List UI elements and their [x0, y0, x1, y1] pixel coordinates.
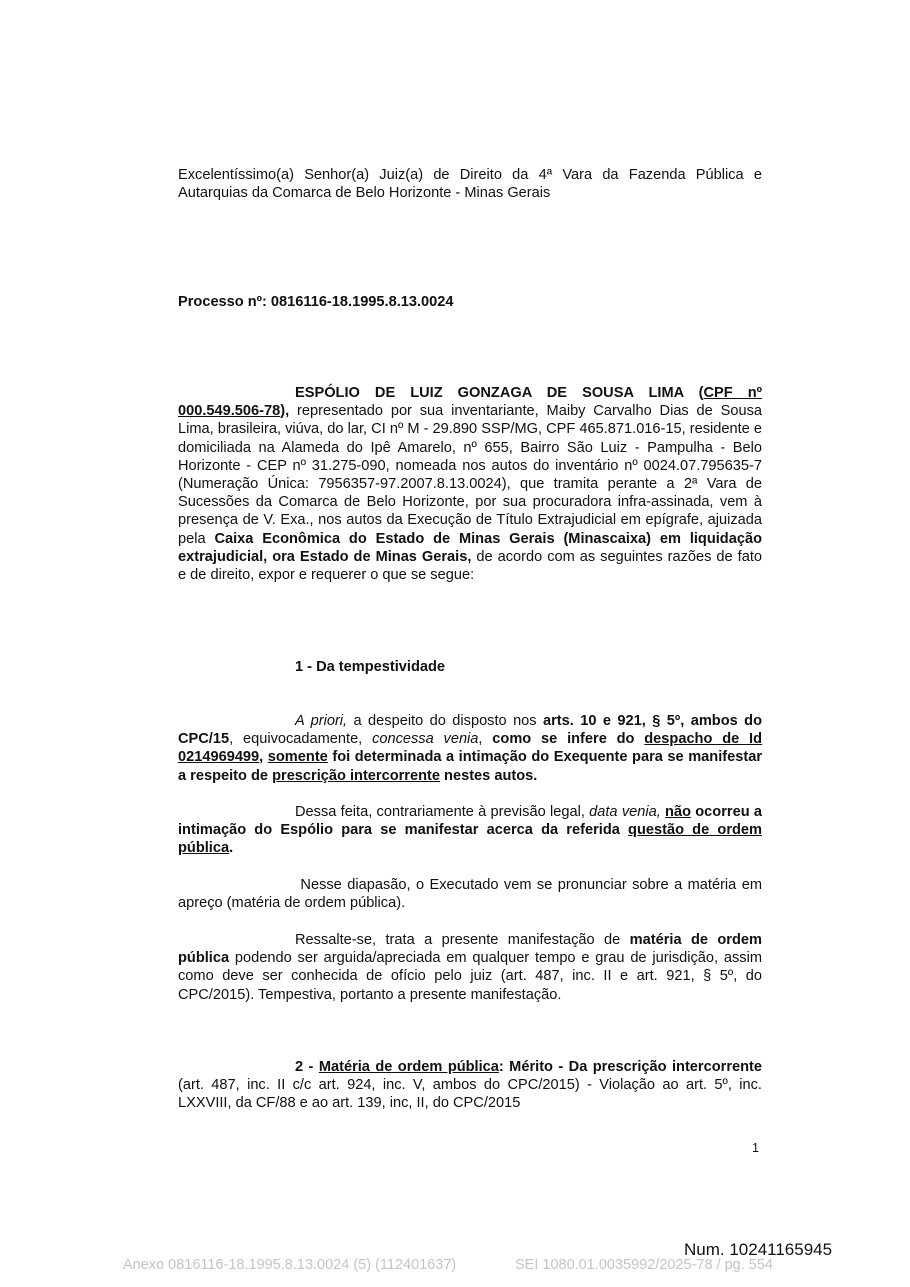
addressee: Excelentíssimo(a) Senhor(a) Juiz(a) de Direito da 4ª Vara da Fazenda Pública e Autarquias da Comarca de Belo Horizonte - Minas Gerais	[178, 167, 762, 202]
page-number: 1	[752, 1141, 759, 1155]
section-1-paragraph-3: Nesse diapasão, o Executado vem se pronunciar sobre a matéria em apreço (matéria de ordem pública).	[178, 877, 762, 912]
intro-paragraph: ESPÓLIO DE LUIZ GONZAGA DE SOUSA LIMA (CPF nº 000.549.506-78), representado por sua inventariante, Maiby Carvalho Dias de Sousa Lima, brasileira, viúva, do lar, CI nº M - 29.890 SSP/MG, CPF 465.871.016-15, residente e domiciliada na Alameda do Ipê Amarelo, nº 655, Bairro São Luiz - Pampulha - Belo Horizonte - CEP nº 31.275-090, nomeada nos autos do inventário nº 0024.07.795635-7 (Numeração Única: 7956357-97.2007.8.13.0024), que tramita perante a 2ª Vara de Sucessões da Comarca de Belo Horizonte, por sua procuradora infra-assinada, vem à presença de V. Exa., nos autos da Execução de Título Extrajudicial em epígrafe, ajuizada pela Caixa Econômica do Estado de Minas Gerais (Minascaixa) em liquidação extrajudicial, ora Estado de Minas Gerais, de acordo com as seguintes razões de fato e de direito, expor e requerer o que se segue:	[178, 385, 762, 584]
section-1-title: 1 - Da tempestividade	[295, 659, 446, 675]
footer-sei: SEI 1080.01.0035992/2025-78 / pg. 554	[515, 1257, 773, 1273]
section-1-paragraph-4: Ressalte-se, trata a presente manifestação de matéria de ordem pública podendo ser arguida/apreciada em qualquer tempo e grau de jurisdição, assim como deve ser conhecida de ofício pelo juiz (art. 487, inc. II e art. 921, § 5º, do CPC/2015). Tempestiva, portanto a presente manifestação.	[178, 932, 762, 1003]
footer-annex: Anexo 0816116-18.1995.8.13.0024 (5) (112401637)	[123, 1257, 457, 1273]
bank-name: Caixa Econômica do Estado de Minas Gerais (Minascaixa) em liquidação extrajudicial, ora Estado de Minas Gerais,	[178, 530, 762, 565]
section-1-paragraph-1: A priori, a despeito do disposto nos arts. 10 e 921, § 5º, ambos do CPC/15, equivocadamente, concessa venia, como se infere do despacho de Id 0214969499, somente foi determinada a intimação do Exequente para se manifestar a respeito de prescrição intercorrente nestes autos.	[178, 713, 763, 784]
party-name: ESPÓLIO DE LUIZ GONZAGA DE SOUSA LIMA	[295, 385, 684, 401]
order-id-link: despacho de Id 0214969499	[178, 731, 763, 766]
process-number: Processo nº: 0816116-18.1995.8.13.0024	[178, 294, 454, 310]
section-2-heading: 2 - Matéria de ordem pública: Mérito - Da prescrição intercorrente (art. 487, inc. II c/c art. 924, inc. V, ambos do CPC/2015) - Violação ao art. 5º, inc. LXXVIII, da CF/88 e ao art. 139, inc, II, do CPC/2015	[178, 1059, 763, 1112]
section-1-paragraph-2: Dessa feita, contrariamente à previsão legal, data venia, não ocorreu a intimação do Espólio para se manifestar acerca da referida questão de ordem pública.	[178, 804, 763, 857]
cpf-number: CPF nº 000.549.506-78	[178, 385, 762, 420]
document-number: Num. 10241165945	[684, 1240, 833, 1259]
